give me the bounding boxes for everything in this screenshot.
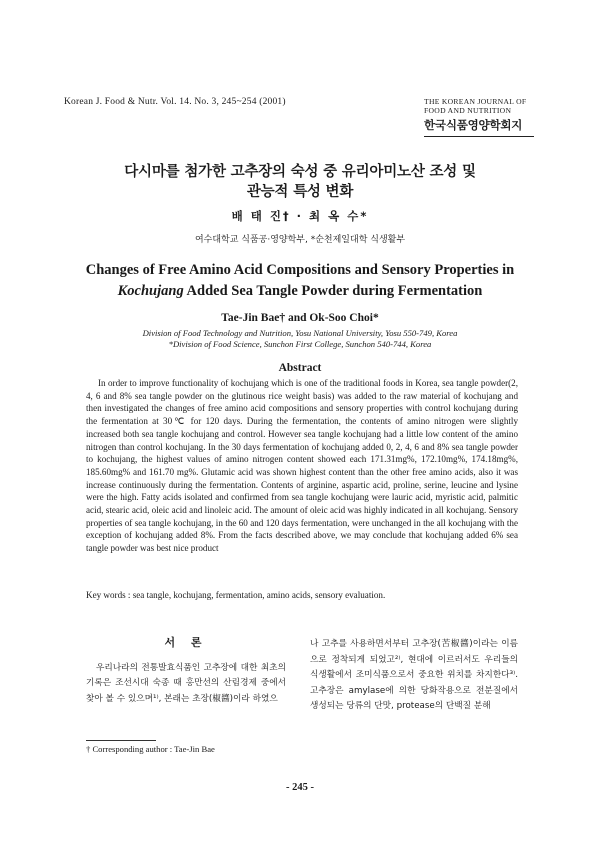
- footnote-rule: [86, 740, 156, 741]
- keywords: Key words : sea tangle, kochujang, fermentation, amino acids, sensory evaluation.: [86, 590, 386, 600]
- intro-left-column: [86, 635, 286, 707]
- masthead-korean: 한국식품영양학회지: [424, 118, 523, 132]
- masthead-rule: [424, 136, 534, 137]
- english-affiliation: [0, 328, 600, 350]
- english-title-line-2: [0, 281, 600, 302]
- korean-authors: 배 태 진† · 최 옥 수*: [231, 209, 369, 223]
- intro-left-text: 우리나라의 전통발효식품인 고추장에 대한 최초의 기록은 조선시대 숙종 때 홍만선의 산림경제 중에서 찾아 볼 수 있으며¹⁾, 본래는 초장(椒醬)이라 하였으: [86, 662, 286, 704]
- masthead-line-2: FOOD AND NUTRITION: [424, 106, 512, 115]
- korean-title: [0, 162, 600, 202]
- intro-right-text: 나 고추를 사용하면서부터 고추장(苦椒醬)이라는 이름으로 정착되게 되었고²⁾, 현대에 이르러서도 우리들의 식생활에서 조미식품으로서 중요한 위치를 차지한다³⁾. 고추장은 amylase에 의한 당화작용으로 전분질에서 생성되는 당류의 단맛, protease의 단백질 분해: [310, 639, 518, 711]
- english-title-line-2-rest: Added Sea Tangle Powder during Fermentation: [183, 283, 483, 299]
- english-affiliation-line-2: *Division of Food Science, Sunchon First College, Sunchon 540-744, Korea: [168, 339, 432, 349]
- masthead-line-1: THE KOREAN JOURNAL OF: [424, 97, 527, 106]
- footnote: † Corresponding author : Tae-Jin Bae: [86, 744, 215, 754]
- english-authors: Tae-Jin Bae† and Ok-Soo Choi*: [221, 312, 379, 324]
- abstract-text: In order to improve functionality of kochujang which is one of the traditional foods in Korea, sea tangle powder(2, 4, 6 and 8% sea tangle powder on the glutinous rice weight basis) was added to the raw material of kochujang and then investigated the changes of free amino acid compositions and sensory properties with control kochujang during the fermentation at 30℃ for 120 days. During the fermentation, the contents of amino nitrogen were slightly increased both sea tangle kochujang and control. However sea tangle kochujang had a little low content of the amino nitrogen than control kochujang. In the 30 days fermentation of kochujang added 0, 2, 4, 6 and 8% sea tangle powder to kochujang, the highest values of amino nitrogen content showed each 171.31mg%, 172.10mg%, 174.18mg%, 185.60mg% and 161.70 mg%. Glutamic acid was shown highest content than the other free amino acids, also it was increase continuously during the fermentation. Contents of arginine, aspartic acid, proline, serine, leucine and lysine were the high. Fatty acids isolated and confirmed from sea tangle kochujang were lauric acid, myristic acid, palmitic acid, stearic acid, oleic acid and linoleic acid. The amount of oleic acid was highly indicated in all kochujang. Sensory properties of sea tangle kochujang, in the 60 and 120 days fermentation, were unchanged in the all kochujang with the exception of kochujang added 8%. From the facts described above, we may conclude that kochujang added 6% sea tangle powder was best nice product: [86, 378, 518, 554]
- english-title-italic-word: Kochujang: [117, 283, 184, 299]
- journal-reference: Korean J. Food & Nutr. Vol. 14. No. 3, 245~254 (2001): [64, 97, 286, 107]
- english-title: [0, 260, 600, 302]
- intro-heading: 서 론: [164, 636, 208, 649]
- korean-title-line-2: 관능적 특성 변화: [246, 184, 354, 200]
- english-title-line-1: Changes of Free Amino Acid Compositions and Sensory Properties in: [85, 262, 515, 278]
- korean-affiliation: 여수대학교 식품공·영양학부, *순천제일대학 식생활부: [194, 235, 406, 245]
- english-affiliation-line-1: Division of Food Technology and Nutrition, Yosu National University, Yosu 550-749, Korea: [142, 328, 458, 338]
- korean-title-line-1: 다시마를 첨가한 고추장의 숙성 중 유리아미노산 조성 및: [124, 164, 476, 180]
- page-number: - 245 -: [286, 782, 314, 793]
- journal-masthead: [424, 97, 534, 137]
- abstract-heading: Abstract: [278, 362, 322, 374]
